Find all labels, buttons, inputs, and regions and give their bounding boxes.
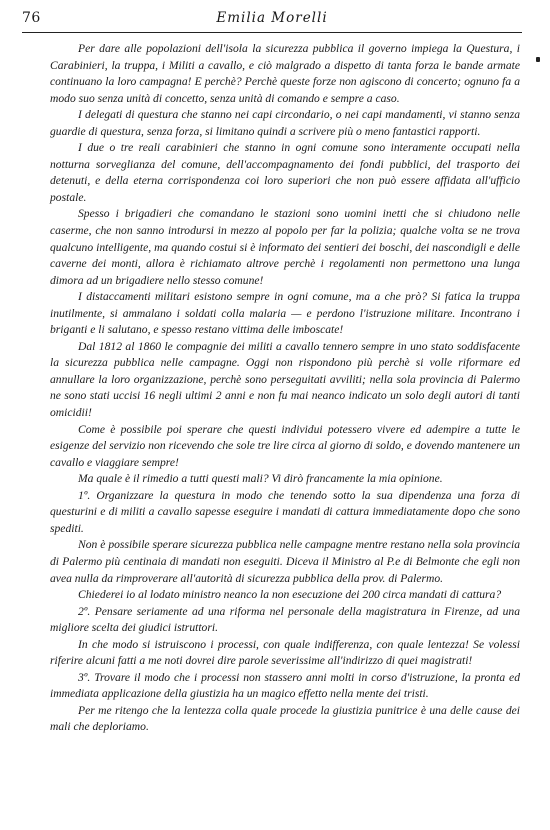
paragraph: In che modo si istruiscono i processi, con quale indifferenza, con quale lentezza! Se volessi riferire alcuni fatti a me noti dovrei dire parole severissime all'indirizzo di quei magistrati! [50,637,520,668]
paragraph: Spesso i brigadieri che comandano le stazioni sono uomini inetti che si chiudono nelle caserme, che non sanno introdursi in mezzo al popolo per far la polizia; qualche volta se ne trova qualcuno intelligente, ma quando costui si è informato dei sentieri dei boschi, dei nascondigli e delle caverne dei monti, allora è richiamato altrove perchè i regolamenti non permettono una lunga dimora ad un brigadiere nello stesso comune! [50,207,520,287]
paragraph: I delegati di questura che stanno nei capi circondario, o nei capi mandamenti, vi stanno senza guardie di questura, senza forza, si limitano quindi a scrivere più o meno fantastici rapporti. [50,108,520,138]
running-title: Emilia Morelli [216,10,328,26]
paragraph: Non è possibile sperare sicurezza pubblica nelle campagne mentre restano nella sola provincia di Palermo più centinaia di mandati non eseguiti. Diceva il Ministro al P.e di Belmonte che egli non avea nulla da rimproverare all'autorità di sicurezza pubblica della prov. di Palermo. [50,538,520,585]
page-header [22,10,522,30]
body-text [50,41,520,736]
paragraph: Ma quale è il rimedio a tutti questi mali? Vi dirò francamente la mia opinione. [78,472,443,486]
paragraph: 1º. Organizzare la questura in modo che tenendo sotto la sua dipendenza una forza di questurini e di militi a cavallo sapesse eseguire i mandati di cattura immediatamente dopo che sono spediti. [50,488,520,535]
header-rule [22,32,522,33]
page-number: 76 [22,10,41,26]
paragraph: 3º. Trovare il modo che i processi non stassero anni molti in corso d'istruzione, la pronta ed immediata applicazione della giustizia ha un magico effetto nella mente dei tristi. [50,670,520,701]
paragraph: I due o tre reali carabinieri che stanno in ogni comune sono interamente occupati nella notturna sorveglianza del comune, dell'accompagnamento dei fondi pubblici, del trasporto dei detenuti, e della eterna corrispondenza coi loro superiori che non può essere affidata all'ufficio postale. [50,141,520,204]
paragraph: Come è possibile poi sperare che questi individui potessero vivere ed adempire a tutte le esigenze del servizio non ricevendo che sole tre lire circa al giorno di soldo, e dovendo mantenere un cavallo e viaggiare sempre! [50,422,520,469]
paragraph: Dal 1812 al 1860 le compagnie dei militi a cavallo tennero sempre in uno stato soddisfacente la sicurezza pubblica nelle campagne. Oggi non rispondono più perchè si volle riformare ed annullare la loro organizzazione, perchè sono perseguitati avviliti; nella sola provincia di Palermo ne sono stati uccisi 16 negli ultimi 2 anni e non fu mai neanco indicato un solo degli autori di tanti omicidii! [50,339,520,420]
paragraph: I distaccamenti militari esistono sempre in ogni comune, ma a che prò? Si fatica la truppa inutilmente, si ammalano i soldati colla malaria — e perdono l'istruzione militare. Incontrano i briganti e li salutano, e spesso restano vittima delle imboscate! [50,290,520,337]
paragraph: Per me ritengo che la lentezza colla quale procede la giustizia punitrice è una delle cause dei mali che deploriamo. [50,703,520,734]
paragraph: 2º. Pensare seriamente ad una riforma nel personale della magistratura in Firenze, ad una migliore scelta dei giudici istruttori. [50,604,520,635]
paragraph: Per dare alle popolazioni dell'isola la sicurezza pubblica il governo impiega la Questura, i Carabinieri, la truppa, i Militi a cavallo, e ciò malgrado a dispetto di tanta forza le bande armate continuano la loro campagna! E perchè? Perchè queste forze non agiscono di concerto; ognuno fa a modo suo senza unità di concetto, senza unità di comando e sempre a caso. [50,42,520,105]
margin-mark [536,57,540,62]
paragraph: Chiederei io al lodato ministro neanco la non esecuzione dei 200 circa mandati di cattura? [78,588,502,602]
